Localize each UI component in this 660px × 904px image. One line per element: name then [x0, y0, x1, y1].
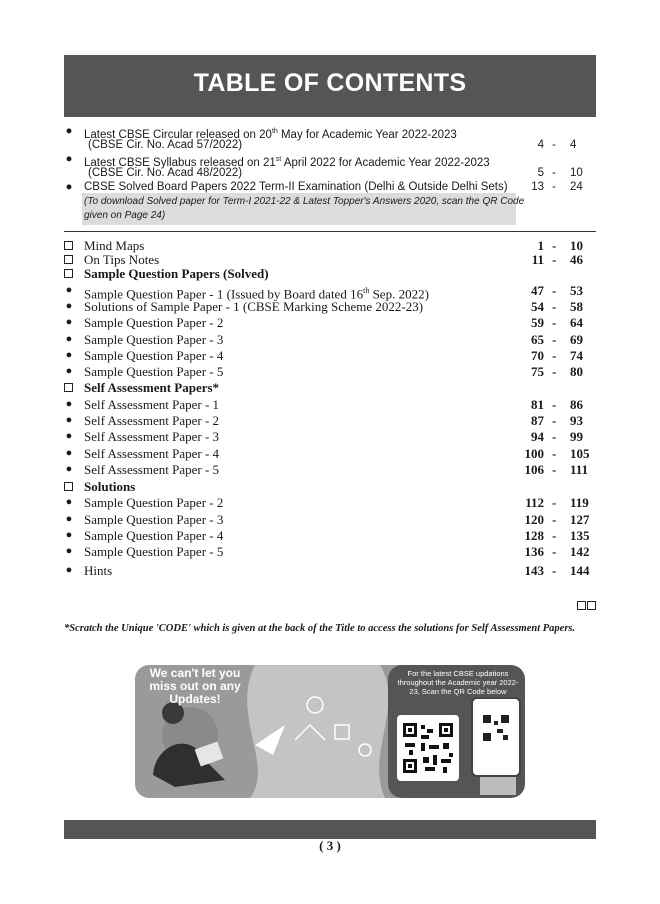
toc-item-label: Sample Question Paper - 2 — [84, 315, 224, 330]
bullet-icon: ● — [65, 153, 73, 165]
banner-left-text: We can't let you miss out on any Updates! — [149, 666, 241, 706]
toc-item-label: Sample Question Paper - 4 — [84, 348, 224, 363]
toc-item-label: Sample Question Paper - 5 — [84, 544, 224, 559]
banner-right-text: For the latest CBSE updations throughout the Academic year 2022-23, Scan the QR Code below — [397, 669, 519, 696]
bullet-icon: ● — [65, 125, 73, 137]
toc-item-label: Sample Question Paper - 3 — [84, 512, 224, 527]
toc-item-label: Mind Maps — [84, 238, 145, 253]
toc-item-label: Sample Question Paper - 2 — [84, 495, 224, 510]
toc-item-label: Self Assessment Papers* — [84, 380, 220, 395]
bullet-icon: ● — [65, 545, 73, 557]
footnote: *Scratch the Unique 'CODE' which is given at the back of the Title to access the solutions for Self Assessment Papers. — [64, 623, 576, 634]
toc-item-label: Hints — [84, 563, 113, 578]
square-bullet-icon — [64, 255, 73, 264]
square-bullet-icon — [64, 241, 73, 250]
square-bullet-icon — [64, 482, 73, 491]
bullet-icon: ● — [65, 333, 73, 345]
qr-code-icon[interactable] — [397, 715, 459, 781]
divider — [64, 231, 596, 232]
title-banner — [64, 55, 596, 117]
bullet-icon: ● — [65, 300, 73, 312]
bullet-icon: ● — [65, 398, 73, 410]
bullet-icon: ● — [65, 316, 73, 328]
toc-item-label: Solutions — [84, 479, 136, 494]
toc-item-label: Solutions of Sample Paper - 1 (CBSE Marking Scheme 2022-23) — [84, 299, 424, 314]
phone-qr-icon — [471, 697, 521, 777]
toc-item-label: Self Assessment Paper - 2 — [84, 413, 220, 428]
toc-item-label: Sample Question Paper - 3 — [84, 332, 224, 347]
toc-item-label: Self Assessment Paper - 3 — [84, 429, 220, 444]
download-note-line1: (To download Solved paper for Term-I 2021-22 & Latest Topper's Answers 2020, scan the QR Code — [84, 196, 525, 207]
toc-item-label: Self Assessment Paper - 5 — [84, 462, 220, 477]
updates-banner — [135, 665, 525, 798]
bullet-icon: ● — [65, 365, 73, 377]
toc-item-label: Sample Question Papers (Solved) — [84, 266, 269, 281]
bullet-icon: ● — [65, 513, 73, 525]
page-number: ( 3 ) — [319, 838, 341, 853]
bullet-icon: ● — [65, 496, 73, 508]
bullet-icon: ● — [65, 181, 73, 193]
footer-bar — [64, 820, 596, 839]
bullet-icon: ● — [65, 349, 73, 361]
bullet-icon: ● — [65, 284, 73, 296]
toc-item-label: Sample Question Paper - 1 (Issued by Board dated 16th Sep. 2022) — [84, 286, 429, 302]
toc-item-label: On Tips Notes — [84, 252, 160, 267]
toc-item-label: Self Assessment Paper - 1 — [84, 397, 220, 412]
bullet-icon: ● — [65, 414, 73, 426]
square-bullet-icon — [64, 269, 73, 278]
toc-item-label: Sample Question Paper - 4 — [84, 528, 224, 543]
square-bullet-icon — [64, 383, 73, 392]
toc-item-label: Self Assessment Paper - 4 — [84, 446, 220, 461]
download-note-line2: given on Page 24) — [84, 210, 166, 221]
bullet-icon: ● — [65, 463, 73, 475]
bullet-icon: ● — [65, 529, 73, 541]
bullet-icon: ● — [65, 564, 73, 576]
bullet-icon: ● — [65, 430, 73, 442]
end-mark-icon — [576, 597, 596, 615]
bullet-icon: ● — [65, 447, 73, 459]
page-title: TABLE OF CONTENTS — [193, 69, 467, 97]
toc-item-label: Sample Question Paper - 5 — [84, 364, 224, 379]
